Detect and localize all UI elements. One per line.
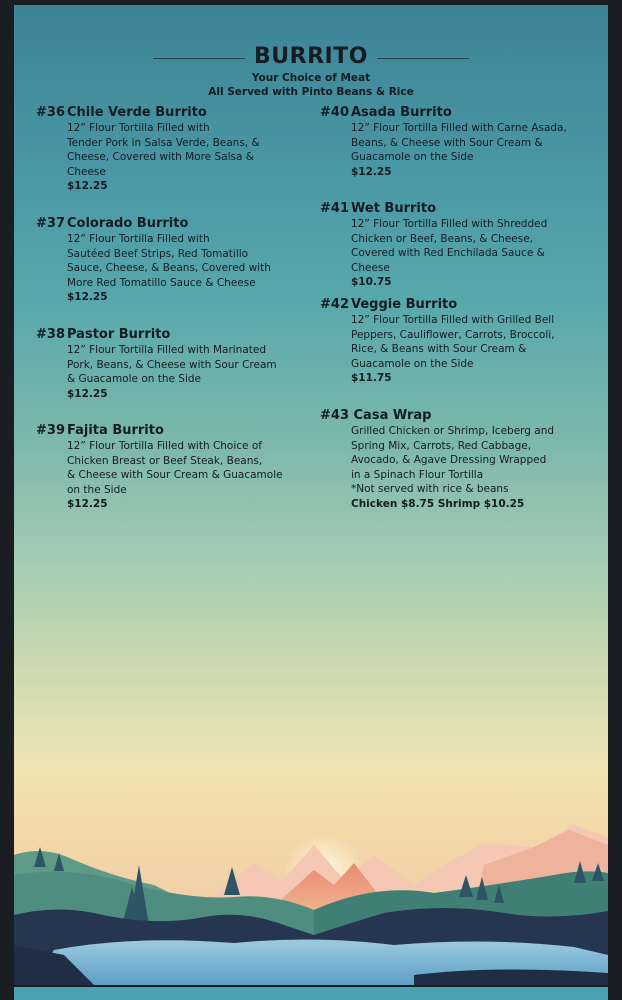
menu-title: BURRITO [254,44,368,69]
item-price: $10.75 [351,276,392,289]
item-name: Chile Verde Burrito [67,105,207,120]
menu-page [14,5,608,985]
item-price: $12.25 [67,498,108,511]
item-price: $12.25 [351,165,392,178]
item-number: #43 [320,408,349,423]
bottom-bar [14,987,608,1000]
menu-item-36 [36,105,306,194]
item-description: 12” Flour Tortilla Filled with Shredded Chicken or Beef, Beans, & Cheese, Covered with Red Enchilada Sauce & Cheese [351,218,548,274]
item-price: $12.25 [67,180,108,193]
item-description: 12” Flour Tortilla Filled with Tender Pork in Salsa Verde, Beans, & Cheese, Covered with More Salsa & Cheese [67,122,260,178]
item-description: 12” Flour Tortilla Filled with Choice of Chicken Breast or Beef Steak, Beans, & Cheese with Sour Cream & Guacamole on the Side [67,440,283,496]
item-price: $12.25 [67,387,108,400]
item-number: #36 [36,105,65,120]
menu-subtitle-sides: All Served with Pinto Beans & Rice [208,86,414,98]
menu-item-42 [320,297,600,386]
header-rule-right [377,58,469,59]
menu-item-38 [36,327,306,401]
item-number: #42 [320,297,349,312]
menu-header [14,43,608,99]
item-price: Chicken $8.75 Shrimp $10.25 [351,497,525,510]
item-description: Grilled Chicken or Shrimp, Iceberg and Spring Mix, Carrots, Red Cabbage, Avocado, & Agave Dressing Wrapped in a Spinach Flour Tortilla *Not served with rice & beans [351,425,555,496]
item-number: #39 [36,423,65,438]
menu-item-39 [36,423,306,512]
menu-item-43 [320,408,600,512]
item-number: #38 [36,327,65,342]
item-name: Asada Burrito [351,105,452,120]
item-description: 12” Flour Tortilla Filled with Sautéed Beef Strips, Red Tomatillo Sauce, Cheese, & Beans, Covered with More Red Tomatillo Sauce & Cheese [67,233,271,289]
header-rule-left [153,58,245,59]
item-name: Colorado Burrito [67,216,189,231]
item-name: Fajita Burrito [67,423,164,438]
menu-item-41 [320,201,600,290]
menu-item-40 [320,105,600,179]
item-description: 12” Flour Tortilla Filled with Grilled Bell Peppers, Cauliflower, Carrots, Broccoli, Rice, & Beans with Sour Cream & Guacamole on the Side [351,314,555,370]
menu-subtitle-meat: Your Choice of Meat [251,72,371,84]
item-number: #37 [36,216,65,231]
item-price: $11.75 [351,372,392,385]
item-number: #40 [320,105,349,120]
item-number: #41 [320,201,349,216]
item-description: 12” Flour Tortilla Filled with Carne Asada, Beans, & Cheese with Sour Cream & Guacamole on the Side [351,122,567,164]
menu-item-37 [36,216,306,305]
item-name: Veggie Burrito [351,297,458,312]
item-description: 12” Flour Tortilla Filled with Marinated Pork, Beans, & Cheese with Sour Cream & Guacamole on the Side [67,344,277,386]
item-name: Pastor Burrito [67,327,171,342]
item-name: Wet Burrito [351,201,437,216]
item-name: Casa Wrap [353,408,432,423]
item-price: $12.25 [67,291,108,304]
landscape-illustration [14,785,608,985]
